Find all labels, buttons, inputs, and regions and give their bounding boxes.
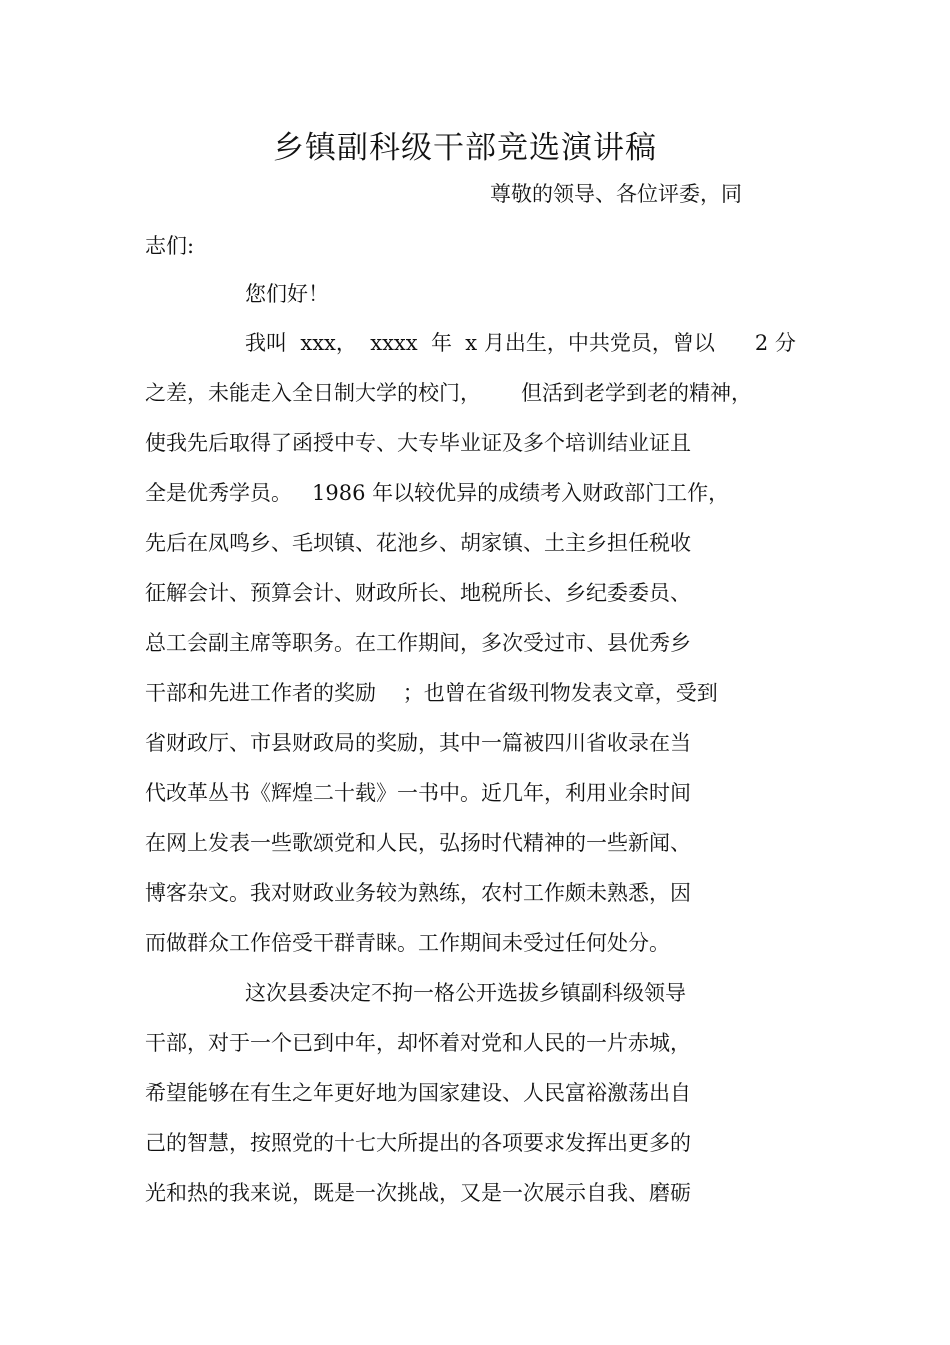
paragraph-line: 使我先后取得了函授中专、大专毕业证及多个培训结业证且 — [145, 431, 691, 455]
paragraph-line: 干部，对于一个已到中年，却怀着对党和人民的一片赤城， — [145, 1031, 691, 1055]
paragraph-line: 之差，未能走入全日制大学的校门， 但活到老学到老的精神， — [145, 381, 753, 405]
paragraph-line: 征解会计、预算会计、财政所长、地税所长、乡纪委委员、 — [145, 581, 691, 605]
salutation-line: 尊敬的领导、各位评委，同 — [490, 182, 742, 206]
paragraph-line: 代改革丛书《辉煌二十载》一书中。近几年，利用业余时间 — [145, 781, 691, 805]
paragraph-line: 省财政厅、市县财政局的奖励，其中一篇被四川省收录在当 — [145, 731, 691, 755]
paragraph-line: 总工会副主席等职务。在工作期间，多次受过市、县优秀乡 — [145, 631, 691, 655]
paragraph-line: 先后在凤鸣乡、毛坝镇、花池乡、胡家镇、土主乡担任税收 — [145, 531, 691, 555]
paragraph-line: 这次县委决定不拘一格公开选拔乡镇副科级领导 — [245, 981, 686, 1005]
paragraph-line: 而做群众工作倍受干群青睐。工作期间未受过任何处分。 — [145, 931, 670, 955]
paragraph-line: 己的智慧，按照党的十七大所提出的各项要求发挥出更多的 — [145, 1131, 691, 1155]
paragraph-line: 希望能够在有生之年更好地为国家建设、人民富裕激荡出自 — [145, 1081, 691, 1105]
salutation-continuation: 志们: — [145, 234, 195, 258]
paragraph-line: 在网上发表一些歌颂党和人民，弘扬时代精神的一些新闻、 — [145, 831, 691, 855]
paragraph-line: 光和热的我来说，既是一次挑战，又是一次展示自我、磨砺 — [145, 1181, 691, 1205]
paragraph-line: 我叫 xxx， xxxx 年 x 月出生，中共党员，曾以 2 分 — [245, 331, 796, 355]
paragraph-line: 全是优秀学员。 1986 年以较优异的成绩考入财政部门工作， — [145, 481, 730, 505]
paragraph-line: 博客杂文。我对财政业务较为熟练，农村工作颇未熟悉，因 — [145, 881, 691, 905]
greeting-line: 您们好！ — [245, 282, 329, 306]
document-title: 乡镇副科级干部竞选演讲稿 — [273, 130, 657, 166]
paragraph-line: 干部和先进工作者的奖励 ；也曾在省级刊物发表文章，受到 — [145, 681, 718, 705]
